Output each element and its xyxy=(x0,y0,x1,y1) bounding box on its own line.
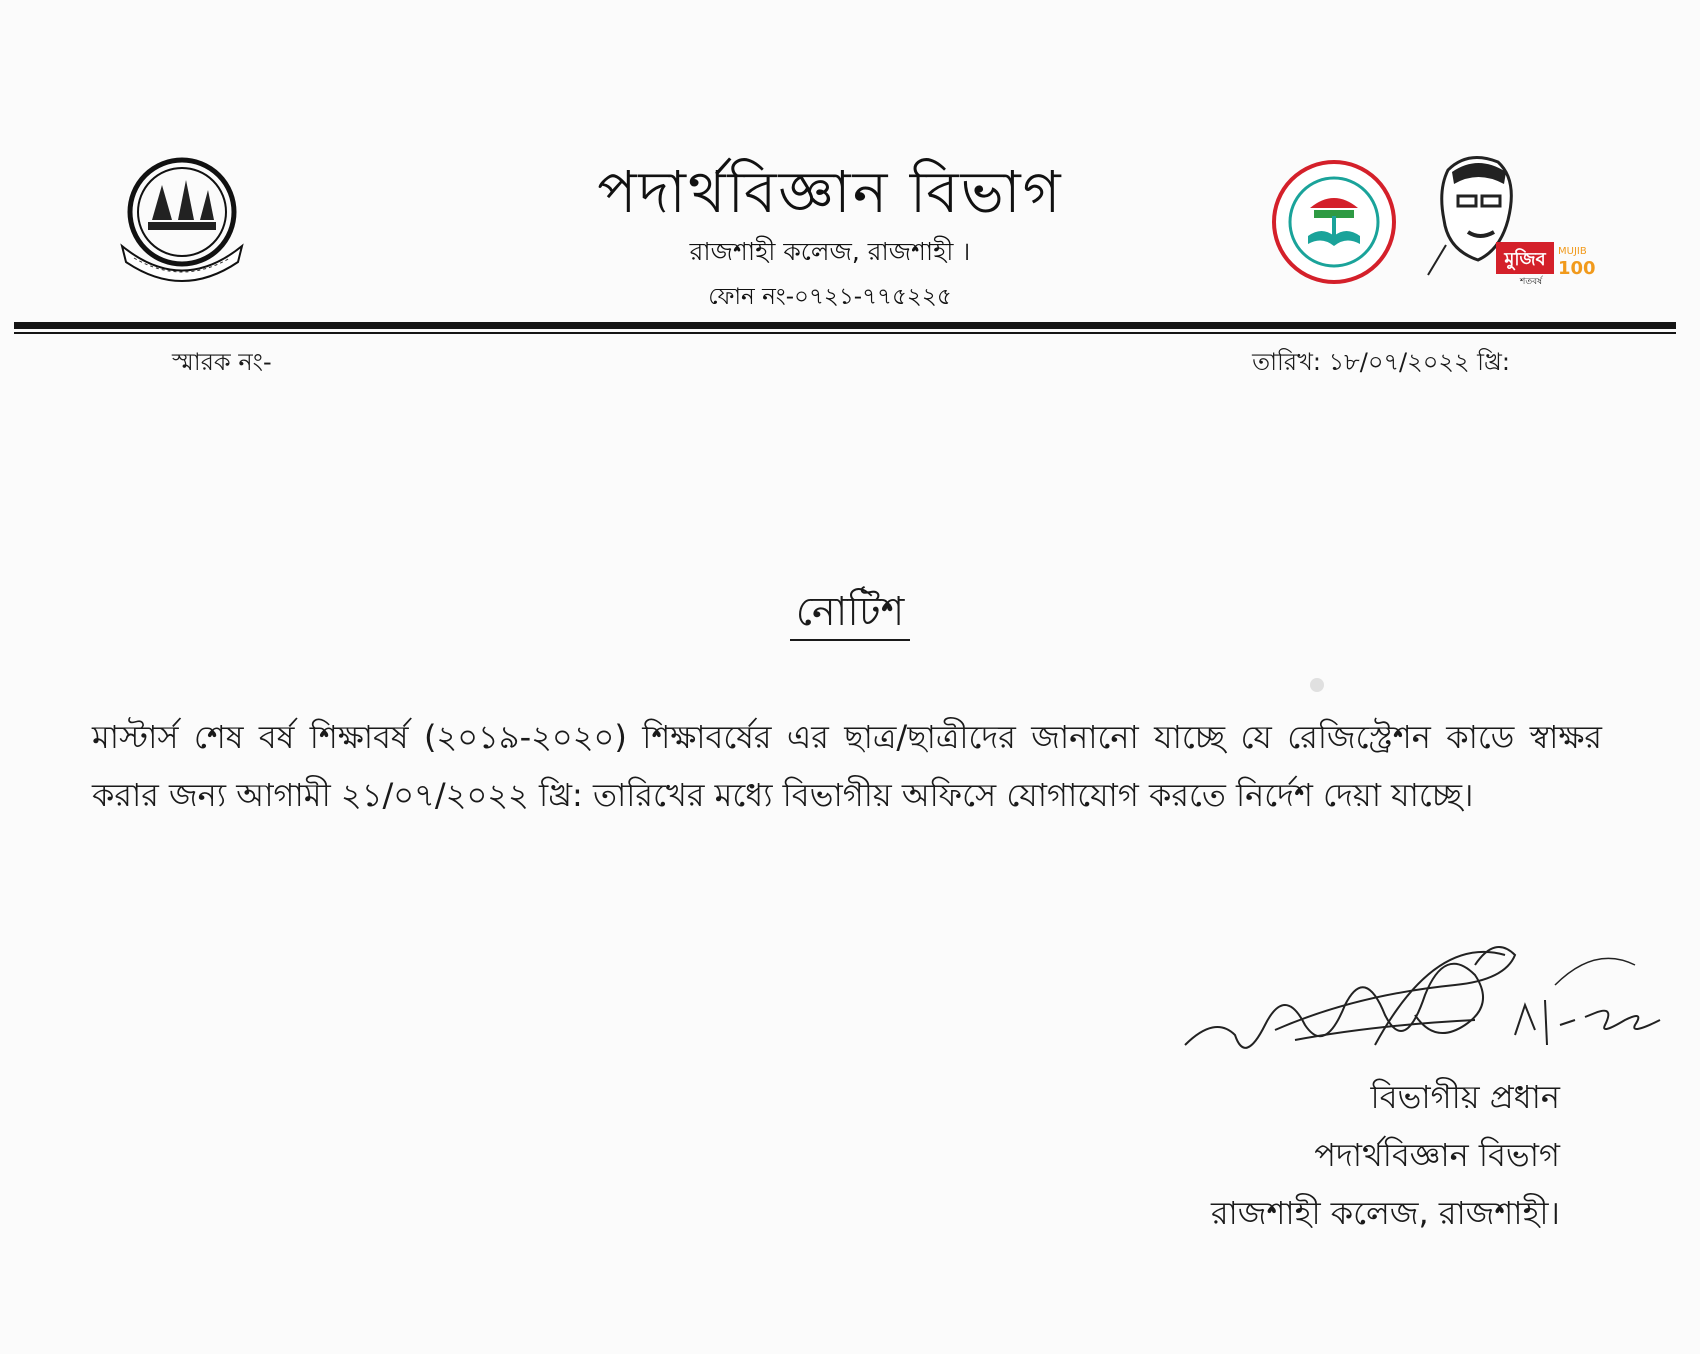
notice-date: তারিখ: ১৮/০৭/২০২২ খ্রি: xyxy=(1252,348,1510,376)
mujib-logo-number: 100 xyxy=(1558,258,1596,279)
college-name: রাজশাহী কলেজ, রাজশাহী । xyxy=(689,237,971,266)
education-emblem-logo xyxy=(1270,158,1398,286)
header-rule-thin xyxy=(14,332,1676,334)
college-seal-logo xyxy=(112,150,252,290)
phone-number: ফোন নং-০৭২১-৭৭৫২২৫ xyxy=(708,284,952,310)
signatory-designation: বিভাগীয় প্রধান xyxy=(1370,1078,1560,1116)
notice-heading-text: নোটিশ xyxy=(790,589,911,641)
notice-heading xyxy=(0,580,1700,647)
signatory-department: পদার্থবিজ্ঞান বিভাগ xyxy=(1314,1136,1560,1174)
mujib-100-logo xyxy=(1408,150,1598,290)
department-title: পদার্থবিজ্ঞান বিভাগ xyxy=(597,158,1063,226)
mujib-logo-sub: শতবর্ষ xyxy=(1520,277,1543,287)
paper-mark xyxy=(1310,678,1324,692)
memo-number-label: স্মারক নং- xyxy=(172,348,272,376)
mujib-logo-en: MUJIB xyxy=(1558,246,1587,257)
signatory-block xyxy=(1211,1068,1560,1242)
mujib-logo-text: মুজিব xyxy=(1504,249,1546,270)
signatory-college: রাজশাহী কলেজ, রাজশাহী। xyxy=(1210,1194,1560,1232)
handwritten-signature xyxy=(1175,925,1665,1085)
notice-body: মাস্টার্স শেষ বর্ষ শিক্ষাবর্ষ (২০১৯-২০২০) শিক্ষাবর্ষের এর ছাত্র/ছাত্রীদের জানানো যাচ্ছে যে রেজিস্ট্রেশন কাডে স্বাক্ষর করার জন্য আগামী ২১/০৭/২০২২ খ্রি: তারিখের মধ্যে বিভাগীয় অফিসে যোগাযোগ করতে নির্দেশ দেয়া যাচ্ছে। xyxy=(92,718,1602,814)
header-rule xyxy=(14,322,1676,329)
